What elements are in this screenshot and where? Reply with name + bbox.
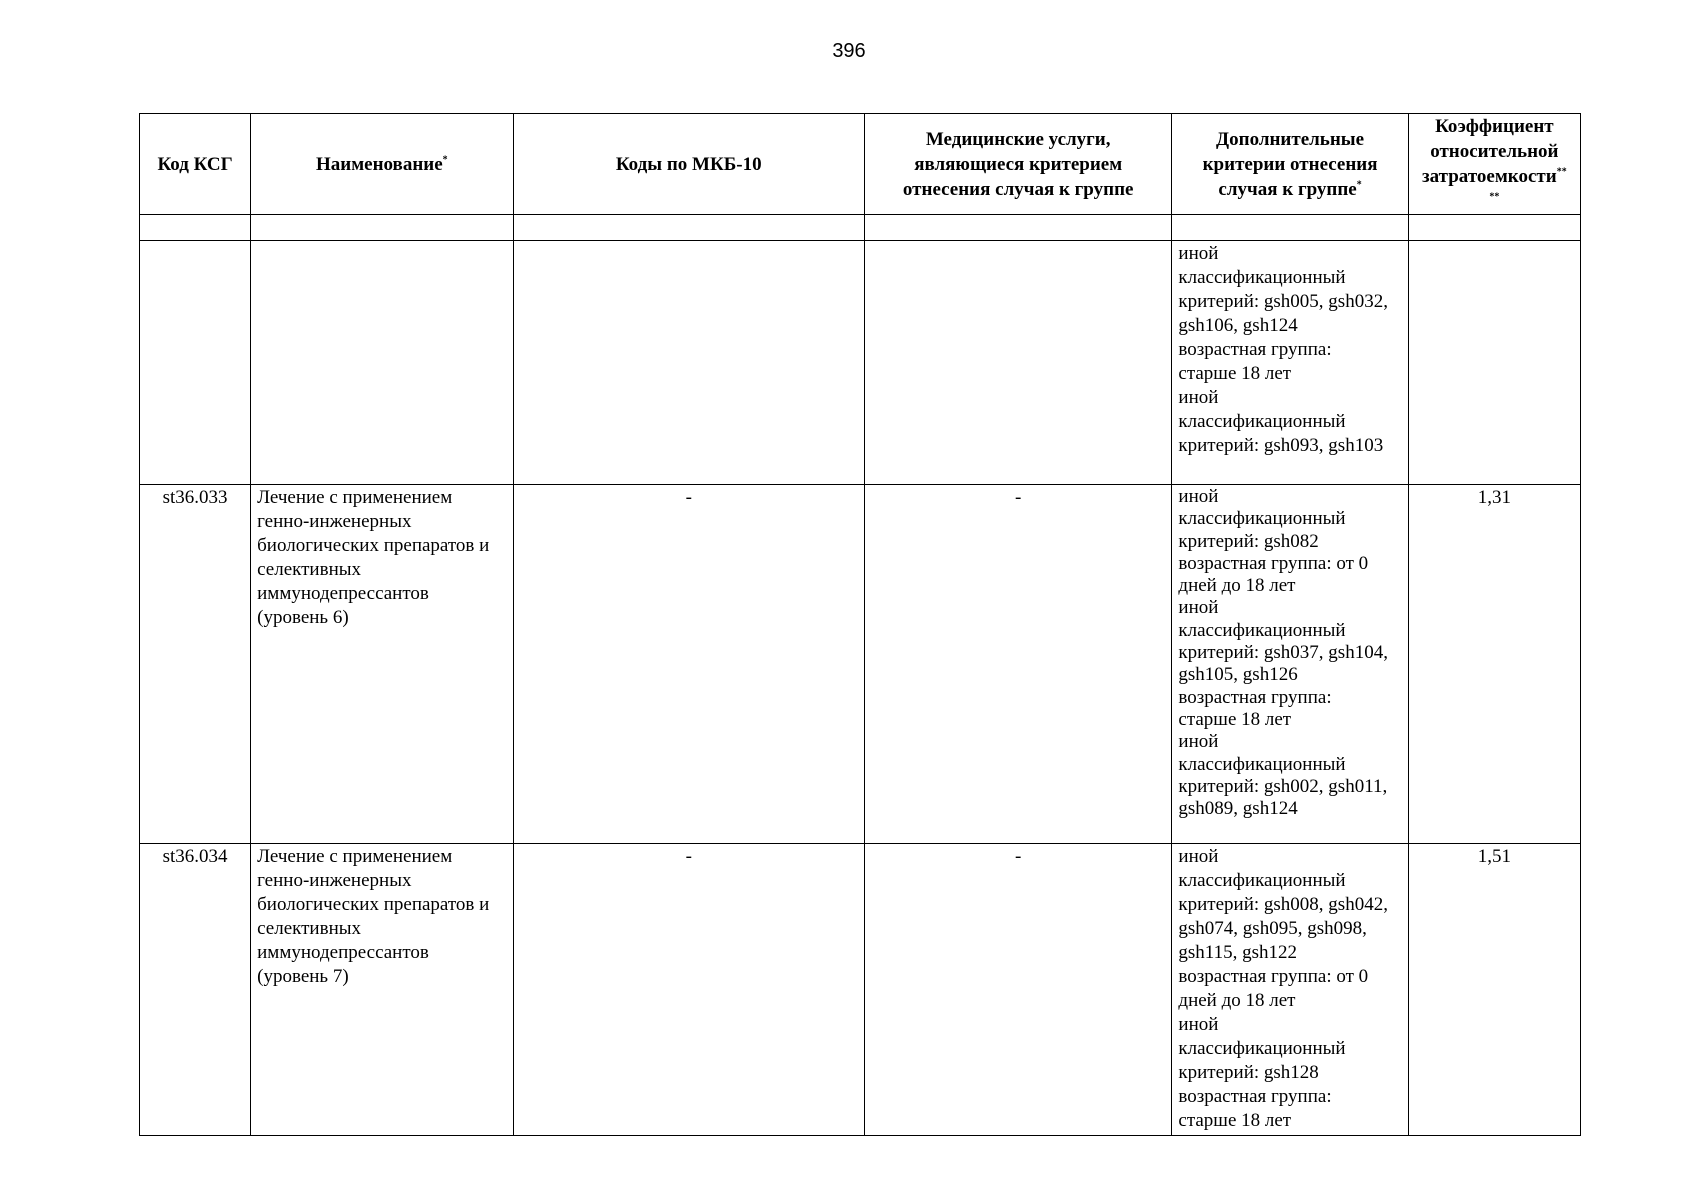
table-header [140, 114, 1581, 215]
cell-mkb: - [513, 485, 864, 844]
header-mkb: Коды по МКБ-10 [513, 114, 864, 215]
cell-mkb [513, 241, 864, 485]
header-coef: Коэффициент относительной затратоемкости** ** [1408, 114, 1580, 215]
cell-criteria: иной классификационный критерий: gsh008, gsh042, gsh074, gsh095, gsh098, gsh115, gsh122 возрастная группа: от 0 дней до 18 лет иной классификационный критерий: gsh128 возрастная группа: старше 18 лет [1172, 844, 1408, 1136]
cell-services: - [864, 844, 1171, 1136]
header-code: Код КСГ [140, 114, 251, 215]
cell-name: Лечение с применением генно-инженерных биологических препаратов и селективных иммунодепрессантов (уровень 7) [251, 844, 513, 1136]
page-number: 396 [832, 40, 866, 62]
footnote-mark: ** [1556, 166, 1567, 178]
table-row [140, 844, 1581, 1136]
cell-coef: 1,51 [1408, 844, 1580, 1136]
header-name: Наименование* [251, 114, 513, 215]
footnote-mark: * [442, 154, 448, 166]
header-services: Медицинские услуги, являющиеся критерием отнесения случая к группе [864, 114, 1171, 215]
cell-code: st36.034 [140, 844, 251, 1136]
cell-coef [1408, 241, 1580, 485]
footnote-mark: * [1356, 179, 1362, 191]
table-row [140, 485, 1581, 844]
cell-coef: 1,31 [1408, 485, 1580, 844]
cell-services: - [864, 485, 1171, 844]
cell-name [251, 241, 513, 485]
cell-criteria: иной классификационный критерий: gsh005, gsh032, gsh106, gsh124 возрастная группа: старше 18 лет иной классификационный критерий: gsh093, gsh103 [1172, 241, 1408, 485]
cell-name: Лечение с применением генно-инженерных биологических препаратов и селективных иммунодепрессантов (уровень 6) [251, 485, 513, 844]
cell-services [864, 241, 1171, 485]
cell-code [140, 241, 251, 485]
ksg-table [139, 113, 1581, 1136]
header-criteria: Дополнительные критерии отнесения случая к группе* [1172, 114, 1408, 215]
header-row [140, 114, 1581, 215]
spacer-row [140, 215, 1581, 241]
table-row [140, 241, 1581, 485]
cell-mkb: - [513, 844, 864, 1136]
cell-criteria: иной классификационный критерий: gsh082 возрастная группа: от 0 дней до 18 лет иной классификационный критерий: gsh037, gsh104, gsh105, gsh126 возрастная группа: старше 18 лет иной классификационный критерий: gsh002, gsh011, gsh089, gsh124 [1172, 485, 1408, 844]
footnote-mark: ** [1489, 191, 1500, 203]
cell-code: st36.033 [140, 485, 251, 844]
